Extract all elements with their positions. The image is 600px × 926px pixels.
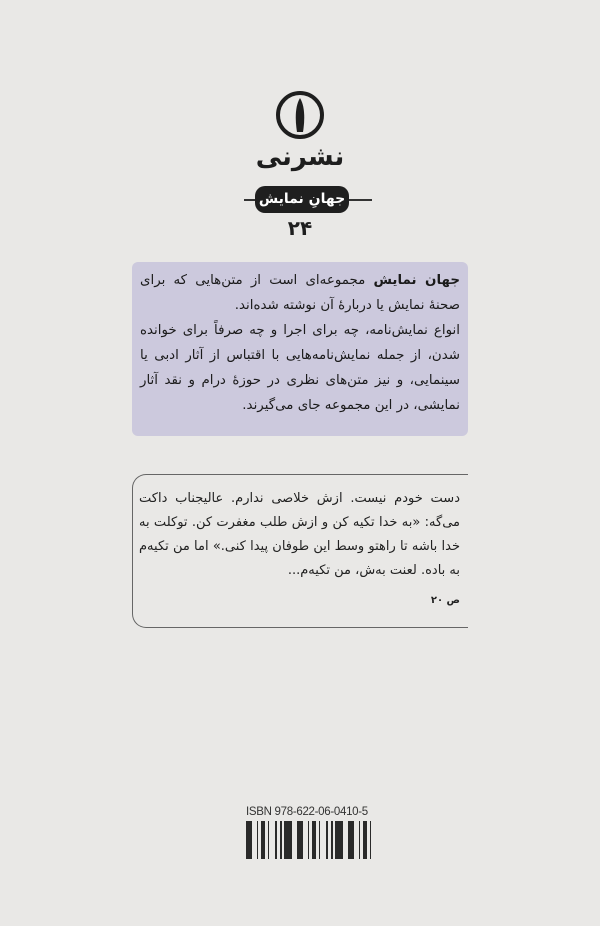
excerpt-quote bbox=[132, 474, 468, 628]
barcode-bar bbox=[275, 821, 277, 859]
barcode-bar bbox=[370, 821, 371, 859]
barcode-bar bbox=[338, 821, 340, 859]
barcode bbox=[246, 821, 374, 859]
barcode-bar bbox=[249, 821, 252, 859]
barcode-bar bbox=[335, 821, 338, 859]
barcode-bar bbox=[326, 821, 328, 859]
page-reference: ص ۲۰ bbox=[430, 595, 460, 606]
isbn-text: ISBN 978-622-06-0410-5 bbox=[246, 806, 368, 818]
description-paragraph-2: انواع نمایش‌نامه، چه برای اجرا و چه صرفاً برای خوانده شدن، از جمله نمایش‌نامه‌هایی با اقتباس از آثار ادبی یا سینمایی، و نیز متن‌های نظری در حوزهٔ درام و نقد آثار نمایشی، در این مجموعه جای می‌گیرند. bbox=[140, 323, 460, 413]
publisher-name: نشرنی bbox=[255, 142, 345, 172]
barcode-bar bbox=[264, 821, 265, 859]
barcode-bar bbox=[348, 821, 351, 859]
barcode-bar bbox=[289, 821, 292, 859]
barcode-bar bbox=[315, 821, 316, 859]
barcode-bar bbox=[340, 821, 343, 859]
barcode-bar bbox=[261, 821, 264, 859]
barcode-bar bbox=[257, 821, 258, 859]
description-text-1: مجموعه‌ای است از متن‌هایی که برای صحنهٔ نمایش یا دربارهٔ آن نوشته شده‌اند. bbox=[140, 273, 460, 313]
barcode-bar bbox=[284, 821, 287, 859]
barcode-bar bbox=[319, 821, 320, 859]
series-name: جهانِ نمایش bbox=[255, 186, 349, 213]
barcode-bar bbox=[351, 821, 354, 859]
barcode-bar bbox=[331, 821, 333, 859]
series-badge bbox=[244, 186, 372, 214]
barcode-bar bbox=[268, 821, 269, 859]
barcode-bar bbox=[363, 821, 366, 859]
description-paragraph-1 bbox=[140, 268, 460, 318]
barcode-bar bbox=[287, 821, 289, 859]
barcode-bar bbox=[297, 821, 300, 859]
description-bold-lead: جهان نمایش bbox=[373, 273, 461, 288]
series-number: ۲۴ bbox=[287, 216, 313, 240]
publisher-logo-icon bbox=[275, 90, 325, 140]
barcode-bar bbox=[312, 821, 315, 859]
barcode-bar bbox=[280, 821, 282, 859]
quote-text: دست خودم نیست. ازش خلاصی ندارم. عالیجناب داکت می‌گه: «به خدا تکیه کن و ازش طلب مغفرت کن. توکلت به خدا باشه تا راهتو وسط این طوفان پیدا کنی.» اما من تکیه‌م به باده. لعنت به‌ش، من تکیه‌م... bbox=[139, 491, 460, 578]
barcode-bar bbox=[246, 821, 249, 859]
barcode-bar bbox=[366, 821, 367, 859]
barcode-bar bbox=[308, 821, 309, 859]
barcode-bar bbox=[300, 821, 303, 859]
barcode-bar bbox=[359, 821, 360, 859]
series-description bbox=[132, 262, 468, 436]
